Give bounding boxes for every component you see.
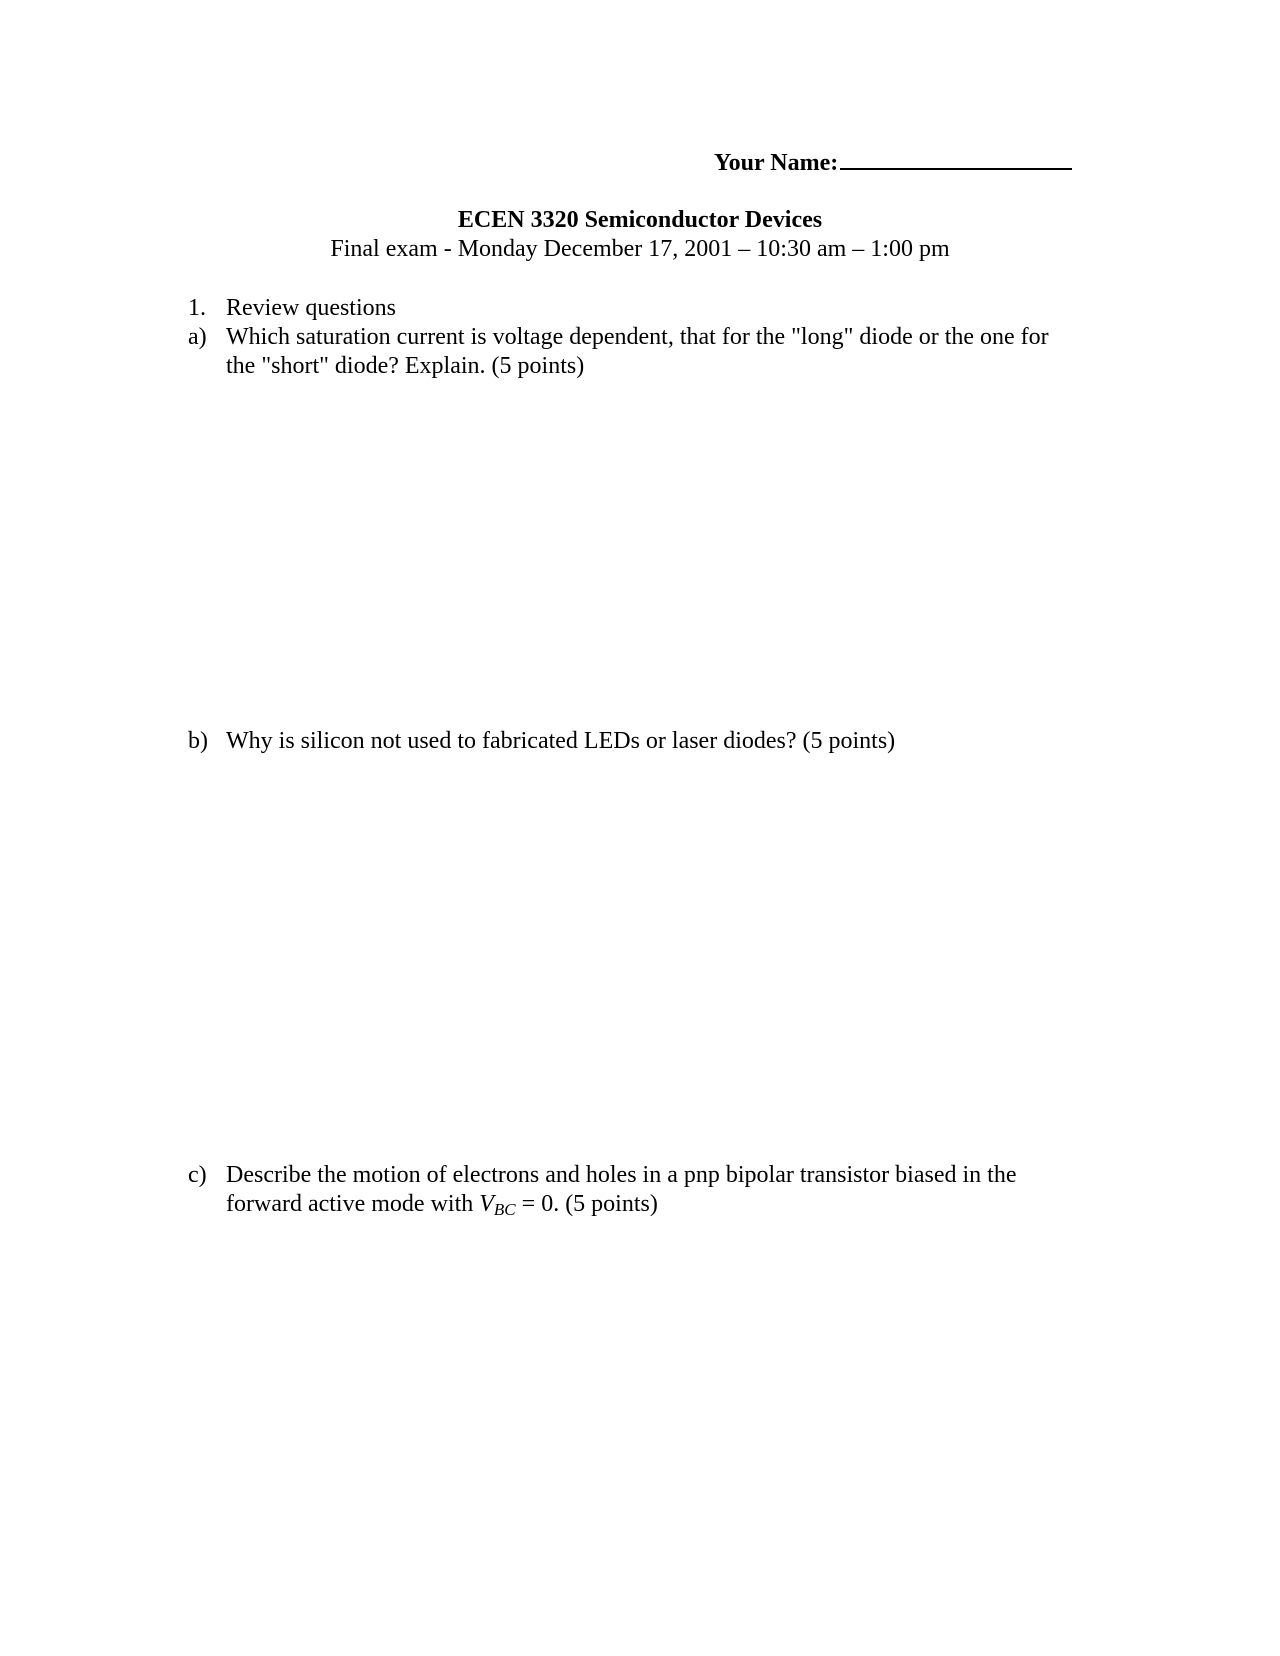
question-a-label: a) (188, 324, 207, 350)
question-c-line-1: Describe the motion of electrons and holes in a pnp bipolar transistor biased in the (226, 1162, 1017, 1188)
question-1-text: Review questions (226, 295, 396, 321)
question-a-text (226, 323, 1049, 381)
question-c-label: c) (188, 1162, 207, 1188)
name-label: Your Name: (714, 150, 839, 176)
question-c-line-2-start: forward active mode with (226, 1191, 480, 1217)
question-c-line-2-end: = 0. (5 points) (515, 1191, 658, 1217)
question-1-label: 1. (188, 295, 206, 321)
question-b (188, 727, 895, 756)
name-blank-line[interactable] (840, 150, 1072, 170)
exam-subtitle: Final exam - Monday December 17, 2001 – 10:30 am – 1:00 pm (330, 236, 950, 262)
name-field (714, 150, 1072, 177)
question-b-label: b) (188, 728, 208, 754)
voltage-subscript: BC (493, 1200, 516, 1219)
course-title: ECEN 3320 Semiconductor Devices (457, 207, 823, 233)
question-b-text: Why is silicon not used to fabricated LEDs or laser diodes? (5 points) (226, 728, 896, 754)
question-a (188, 323, 1049, 381)
question-a-line-1: Which saturation current is voltage dependent, that for the "long" diode or the one for (226, 324, 1049, 350)
question-a-line-2: the "short" diode? Explain. (5 points) (226, 353, 585, 379)
voltage-variable: V (479, 1191, 494, 1217)
question-c (188, 1161, 1016, 1224)
question-1 (188, 294, 396, 323)
question-c-text (226, 1161, 1016, 1224)
